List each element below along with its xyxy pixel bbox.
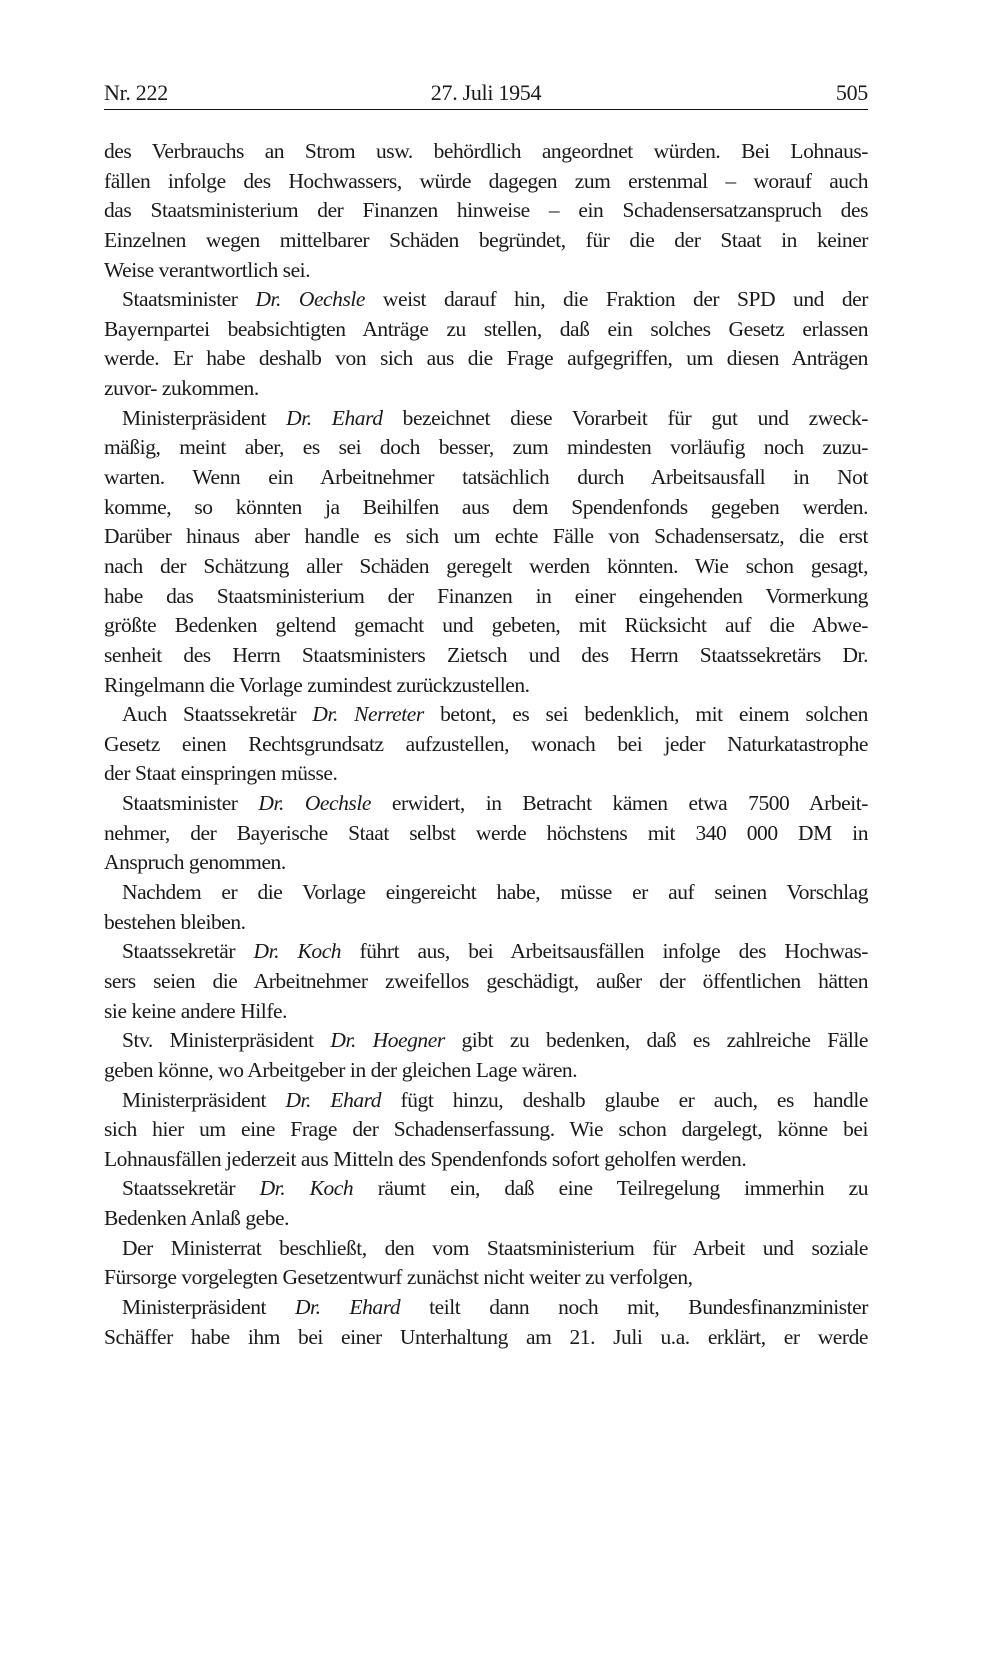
- text-line: Ringelmann die Vorlage zumindest zurückzustellen.: [104, 672, 530, 697]
- text-line: das Staatsministerium der Finanzen hinweise – ein Schadensersatzanspruch des: [104, 198, 868, 223]
- paragraph: [104, 404, 868, 700]
- text-line: größte Bedenken geltend gemacht und gebeten, mit Rücksicht auf die Abwe-: [104, 613, 868, 638]
- text-line: sich hier um eine Frage der Schadenserfassung. Wie schon dargelegt, könne bei: [104, 1117, 868, 1142]
- text-line: nehmer, der Bayerische Staat selbst werde höchstens mit 340 000 DM in: [104, 820, 868, 845]
- header-rule: [104, 109, 868, 110]
- text-line: Schäffer habe ihm bei einer Unterhaltung am 21. Juli u.a. erklärt, er werde: [104, 1324, 868, 1349]
- paragraph: [104, 937, 868, 1026]
- paragraph: [104, 1086, 868, 1175]
- text-line: Auch Staatssekretär Dr. Nerreter betont, es sei bedenklich, mit einem solchen: [122, 702, 868, 727]
- running-header: [104, 80, 868, 110]
- paragraph: [104, 878, 868, 937]
- text-line: Einzelnen wegen mittelbarer Schäden begründet, für die der Staat in keiner: [104, 227, 868, 252]
- text-line: Staatsminister Dr. Oechsle weist darauf hin, die Fraktion der SPD und der: [122, 287, 868, 312]
- paragraph: [104, 137, 868, 285]
- text-line: der Staat einspringen müsse.: [104, 761, 338, 786]
- document-date: 27. Juli 1954: [430, 80, 542, 105]
- text-line: fällen infolge des Hochwassers, würde dagegen zum erstenmal – worauf auch: [104, 168, 868, 193]
- speaker-name: Dr. Hoegner: [330, 1028, 445, 1053]
- paragraph: [104, 1026, 868, 1085]
- speaker-name: Dr. Oechsle: [258, 791, 371, 816]
- text-line: Lohnausfällen jederzeit aus Mitteln des Spendenfonds sofort geholfen werden.: [104, 1146, 747, 1171]
- page-number: 505: [835, 80, 868, 105]
- text-line: geben könne, wo Arbeitgeber in der gleichen Lage wären.: [104, 1057, 578, 1082]
- speaker-name: Dr. Ehard: [294, 1294, 401, 1319]
- text-line: Anspruch genommen.: [104, 850, 286, 875]
- text-line: des Verbrauchs an Strom usw. behördlich angeordnet würden. Bei Lohnaus-: [104, 139, 868, 163]
- text-line: Ministerpräsident Dr. Ehard bezeichnet diese Vorarbeit für gut und zweck-: [122, 405, 868, 430]
- speaker-name: Dr. Oechsle: [255, 287, 365, 312]
- text-line: werde. Er habe deshalb von sich aus die Frage aufgegriffen, um diesen Anträgen: [104, 346, 868, 371]
- text-line: sers seien die Arbeitnehmer zweifellos geschädigt, außer der öffentlichen hätten: [104, 968, 868, 993]
- text-line: Nachdem er die Vorlage eingereicht habe, müsse er auf seinen Vorschlag: [122, 880, 868, 905]
- text-line: zuvor- zukommen.: [104, 376, 259, 401]
- paragraph: [104, 1174, 868, 1233]
- text-line: Staatsminister Dr. Oechsle erwidert, in Betracht kämen etwa 7500 Arbeit-: [122, 791, 868, 816]
- paragraph: [104, 285, 868, 404]
- text-line: komme, so könnten ja Beihilfen aus dem Spendenfonds gegeben werden.: [104, 494, 868, 519]
- text-line: warten. Wenn ein Arbeitnehmer tatsächlich durch Arbeitsausfall in Not: [104, 465, 868, 490]
- text-line: Bayernpartei beabsichtigten Anträge zu stellen, daß ein solches Gesetz erlassen: [104, 316, 868, 341]
- text-line: Staatssekretär Dr. Koch führt aus, bei Arbeitsausfällen infolge des Hochwas-: [122, 939, 868, 964]
- text-line: senheit des Herrn Staatsministers Zietsch und des Herrn Staatssekretärs Dr.: [104, 642, 868, 667]
- paragraph: [104, 700, 868, 789]
- text-line: bestehen bleiben.: [104, 909, 246, 934]
- text-line: Fürsorge vorgelegten Gesetzentwurf zunächst nicht weiter zu verfolgen,: [104, 1265, 693, 1290]
- text-line: mäßig, meint aber, es sei doch besser, zum mindesten vorläufig noch zuzu-: [104, 435, 868, 460]
- page-body-text: [104, 137, 868, 1352]
- text-line: Bedenken Anlaß gebe.: [104, 1206, 290, 1231]
- text-line: Gesetz einen Rechtsgrundsatz aufzustellen, wonach bei jeder Naturkatastrophe: [104, 731, 868, 756]
- text-line: Stv. Ministerpräsident Dr. Hoegner gibt zu bedenken, daß es zahlreiche Fälle: [122, 1028, 868, 1053]
- text-line: Weise verantwortlich sei.: [104, 257, 311, 282]
- text-line: habe das Staatsministerium der Finanzen in einer eingehenden Vormerkung: [104, 583, 868, 608]
- paragraph: [104, 1234, 868, 1293]
- text-line: Darüber hinaus aber handle es sich um echte Fälle von Schadensersatz, die erst: [104, 524, 868, 549]
- text-line: sie keine andere Hilfe.: [104, 998, 288, 1023]
- document-number: Nr. 222: [104, 80, 168, 105]
- speaker-name: Dr. Nerreter: [312, 702, 424, 727]
- speaker-name: Dr. Koch: [259, 1176, 354, 1201]
- text-line: Staatssekretär Dr. Koch räumt ein, daß eine Teilregelung immerhin zu: [122, 1176, 868, 1201]
- paragraph: [104, 789, 868, 878]
- paragraph: [104, 1293, 868, 1352]
- text-line: Der Ministerrat beschließt, den vom Staatsministerium für Arbeit und soziale: [122, 1235, 868, 1260]
- speaker-name: Dr. Ehard: [285, 1087, 382, 1112]
- speaker-name: Dr. Ehard: [286, 405, 383, 430]
- speaker-name: Dr. Koch: [253, 939, 342, 964]
- text-line: Ministerpräsident Dr. Ehard teilt dann noch mit, Bundesfinanzminister: [122, 1294, 868, 1319]
- text-line: Ministerpräsident Dr. Ehard fügt hinzu, deshalb glaube er auch, es handle: [122, 1087, 868, 1112]
- text-line: nach der Schätzung aller Schäden geregelt werden könnten. Wie schon gesagt,: [104, 553, 868, 578]
